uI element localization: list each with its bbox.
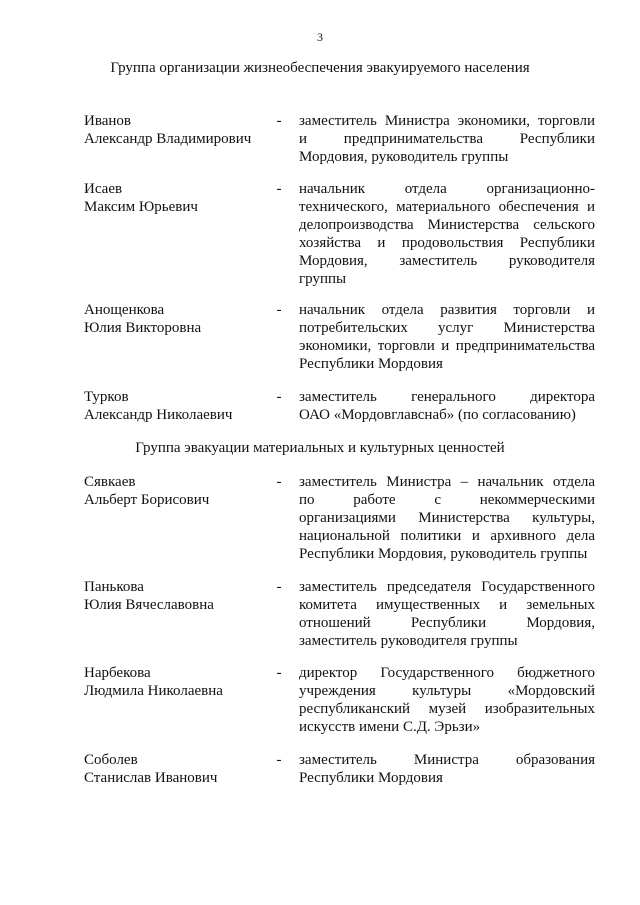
dash-separator: -: [276, 389, 282, 405]
role-line: заместитель руководителя группы: [299, 633, 518, 649]
dash-separator: -: [276, 665, 282, 681]
member-name: [84, 578, 274, 614]
member-surname: Соболев: [84, 752, 138, 768]
member-surname: Нарбекова: [84, 665, 151, 681]
group-title: Группа эвакуации материальных и культурных ценностей: [135, 440, 505, 456]
member-given-name: Альберт Борисович: [84, 492, 210, 508]
member-given-name: Александр Николаевич: [84, 407, 233, 423]
role-line: по работе с некоммерческими: [299, 492, 595, 508]
role-line: директор Государственного бюджетного: [299, 665, 595, 681]
role-line: заместитель Министра образования: [299, 752, 595, 768]
role-line: Республики Мордовия: [299, 770, 443, 786]
member-given-name: Юлия Вячеславовна: [84, 597, 214, 613]
member-role: [299, 112, 595, 166]
member-name: [84, 388, 274, 424]
member-surname: Панькова: [84, 579, 144, 595]
member-given-name: Юлия Викторовна: [84, 320, 202, 336]
role-line: заместитель председателя Государственного: [299, 579, 595, 595]
role-line: экономики, торговли и предпринимательства: [299, 338, 595, 354]
group-title: Группа организации жизнеобеспечения эвакуируемого населения: [110, 60, 530, 76]
member-name: [84, 112, 274, 148]
dash-separator: -: [276, 474, 282, 490]
role-line: начальник отдела развития торговли и: [299, 302, 595, 318]
member-surname: Исаев: [84, 181, 123, 197]
page-number: 3: [317, 30, 323, 44]
member-role: [299, 473, 595, 563]
role-line: и предпринимательства Республики: [299, 131, 595, 147]
dash-separator: -: [276, 113, 282, 129]
member-name: [84, 664, 274, 700]
role-line: потребительских услуг Министерства: [299, 320, 595, 336]
member-given-name: Максим Юрьевич: [84, 199, 198, 215]
member-role: [299, 578, 595, 650]
role-line: делопроизводства Министерства сельского: [299, 217, 595, 233]
role-line: заместитель Министра экономики, торговли: [299, 113, 595, 129]
member-given-name: Александр Владимирович: [84, 131, 252, 147]
member-surname: Анощенкова: [84, 302, 165, 318]
role-line: группы: [299, 271, 347, 287]
role-line: Мордовия, заместитель руководителя: [299, 253, 595, 269]
role-line: заместитель генерального директора: [299, 389, 595, 405]
member-surname: Иванов: [84, 113, 131, 129]
role-line: искусств имени С.Д. Эрьзи»: [299, 719, 481, 735]
member-role: [299, 301, 595, 373]
dash-separator: -: [276, 181, 282, 197]
role-line: хозяйства и продовольствия Республики: [299, 235, 595, 251]
member-role: [299, 664, 595, 736]
member-name: [84, 473, 274, 509]
role-line: заместитель Министра – начальник отдела: [299, 474, 595, 490]
role-line: Республики Мордовия: [299, 356, 443, 372]
role-line: учреждения культуры «Мордовский: [299, 683, 595, 699]
role-line: Мордовия, руководитель группы: [299, 149, 509, 165]
role-line: технического, материального обеспечения и: [299, 199, 595, 215]
role-line: национальной политики и архивного дела: [299, 528, 595, 544]
member-role: [299, 388, 595, 424]
member-role: [299, 180, 595, 288]
dash-separator: -: [276, 579, 282, 595]
role-line: организациями Министерства культуры,: [299, 510, 595, 526]
role-line: Республики Мордовия, руководитель группы: [299, 546, 588, 562]
role-line: республиканский музей изобразительных: [299, 701, 595, 717]
member-surname: Сявкаев: [84, 474, 136, 490]
member-name: [84, 301, 274, 337]
dash-separator: -: [276, 302, 282, 318]
dash-separator: -: [276, 752, 282, 768]
member-given-name: Людмила Николаевна: [84, 683, 223, 699]
member-name: [84, 751, 274, 787]
member-name: [84, 180, 274, 216]
role-line: отношений Республики Мордовия,: [299, 615, 595, 631]
member-given-name: Станислав Иванович: [84, 770, 218, 786]
role-line: начальник отдела организационно-: [299, 181, 595, 197]
member-role: [299, 751, 595, 787]
role-line: ОАО «Мордовглавснаб» (по согласованию): [299, 407, 576, 423]
role-line: комитета имущественных и земельных: [299, 597, 595, 613]
member-surname: Турков: [84, 389, 129, 405]
